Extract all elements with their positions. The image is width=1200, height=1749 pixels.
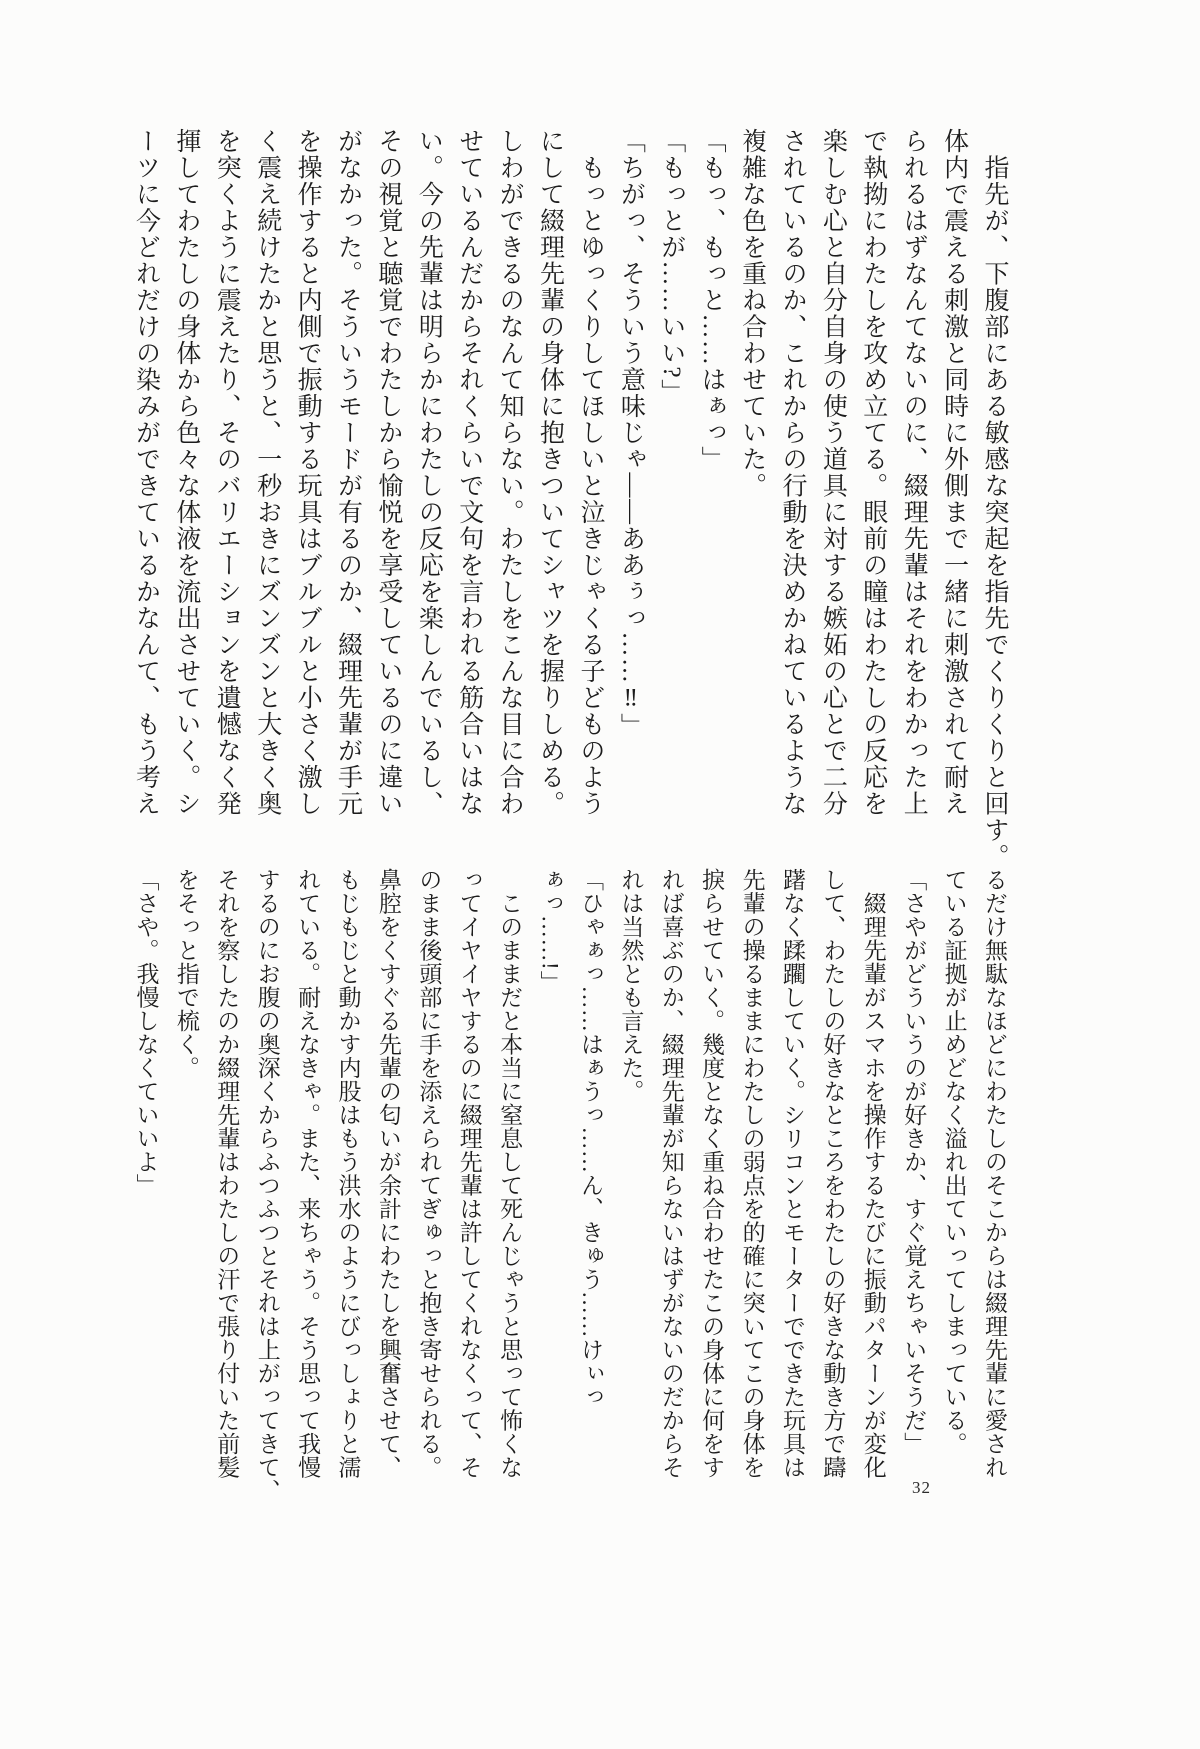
text-column: ている証拠が止めどなく溢れ出ていってしまっている。: [941, 868, 967, 1456]
text-column: このままだと本当に窒息して死んじゃうと思って怖くな: [497, 868, 523, 1479]
text-column: ぁっ……!」: [537, 868, 563, 994]
text-column: 「ひゃぁっ……はぁうっ……ん、きゅう……けぃっ: [577, 868, 603, 1409]
text-column: されているのか、これからの行動を決めかねているような: [778, 128, 806, 817]
text-column: 「もっとが……いい?」: [657, 128, 685, 406]
vertical-text-block-top: [125, 128, 1014, 870]
text-column: もっとゆっくりしてほしいと泣きじゃくる子どものよう: [576, 128, 604, 817]
text-column: 「さや。我慢しなくていいよ」: [133, 868, 159, 1197]
text-column: 体内で震える刺激と同時に外側まで一緒に刺激されて耐え: [940, 128, 968, 817]
text-column: い。今の先輩は明らかにわたしの反応を楽しんでいるし、: [415, 128, 443, 817]
text-column: それを察したのか綴理先輩はわたしの汗で張り付いた前髪: [214, 868, 240, 1479]
text-column: ーツに今どれだけの染みができているかなんて、もう考え: [132, 128, 160, 817]
page-number: 32: [912, 1478, 931, 1497]
text-column: 躇なく蹂躙していく。シリコンとモーターでできた玩具は: [779, 868, 805, 1479]
text-column: れは当然とも言えた。: [618, 868, 644, 1103]
text-column: 「ちがっ、そういう意味じゃ——ああぅっ……‼」: [617, 128, 645, 740]
text-column: その視覚と聴覚でわたしから愉悦を享受しているのに違い: [374, 128, 402, 817]
text-column: をそっと指で梳く。: [173, 868, 199, 1080]
text-column: 揮してわたしの身体から色々な体液を流出させていく。シ: [172, 128, 200, 817]
text-column: 楽しむ心と自分自身の使う道具に対する嫉妬の心とで二分: [819, 128, 847, 817]
text-column: 指先が、下腹部にある敏感な突起を指先でくりくりと回す。: [981, 128, 1008, 870]
text-column: 綴理先輩がスマホを操作するたびに振動パターンが変化: [860, 868, 886, 1479]
text-column: して、わたしの好きなところをわたしの好きな動き方で躊: [820, 868, 846, 1479]
text-column: するのにお腹の奥深くからふつふつとそれは上がってきて、: [254, 868, 280, 1503]
text-column: を操作すると内側で振動する玩具はブルブルと小さく激し: [294, 128, 322, 817]
text-column: せているんだからそれくらいで文句を言われる筋合いはな: [455, 128, 483, 817]
text-column: く震え続けたかと思うと、一秒おきにズンズンと大きく奥: [253, 128, 281, 817]
text-column: のまま後頭部に手を添えられてぎゅっと抱き寄せられる。: [416, 868, 442, 1479]
vertical-text-block-bottom: [125, 868, 1014, 1503]
text-column: れば喜ぶのか、綴理先輩が知らないはずがないのだからそ: [658, 868, 684, 1479]
text-column: 「もっ、もっと……はぁっ」: [698, 128, 726, 473]
text-column: がなかった。そういうモードが有るのか、綴理先輩が手元: [334, 128, 362, 817]
text-column: られるはずなんてないのに、綴理先輩はそれをわかった上: [900, 128, 928, 817]
text-column: 複雑な色を重ね合わせていた。: [738, 128, 766, 499]
text-column: 捩らせていく。幾度となく重ね合わせたこの身体に何をす: [699, 868, 725, 1479]
text-column: るだけ無駄なほどにわたしのそこからは綴理先輩に愛され: [982, 868, 1007, 1479]
text-column: もじもじと動かす内股はもう洪水のようにびっしょりと濡: [335, 868, 361, 1479]
text-column: 「さやがどういうのが好きか、すぐ覚えちゃいそうだ」: [901, 868, 927, 1456]
text-column: ってイヤイヤするのに綴理先輩は許してくれなくって、そ: [456, 868, 482, 1479]
text-column: れている。耐えなきゃ。また、来ちゃう。そう思って我慢: [295, 868, 321, 1479]
text-column: で執拗にわたしを攻め立てる。眼前の瞳はわたしの反応を: [859, 128, 887, 817]
text-column: 鼻腔をくすぐる先輩の匂いが余計にわたしを興奮させて、: [375, 868, 401, 1479]
text-column: 先輩の操るままにわたしの弱点を的確に突いてこの身体を: [739, 868, 765, 1479]
text-column: にして綴理先輩の身体に抱きついてシャツを握りしめる。: [536, 128, 564, 817]
text-column: しわができるのなんて知らない。わたしをこんな目に合わ: [496, 128, 524, 817]
text-column: を突くように震えたり、そのバリエーションを遺憾なく発: [213, 128, 241, 817]
